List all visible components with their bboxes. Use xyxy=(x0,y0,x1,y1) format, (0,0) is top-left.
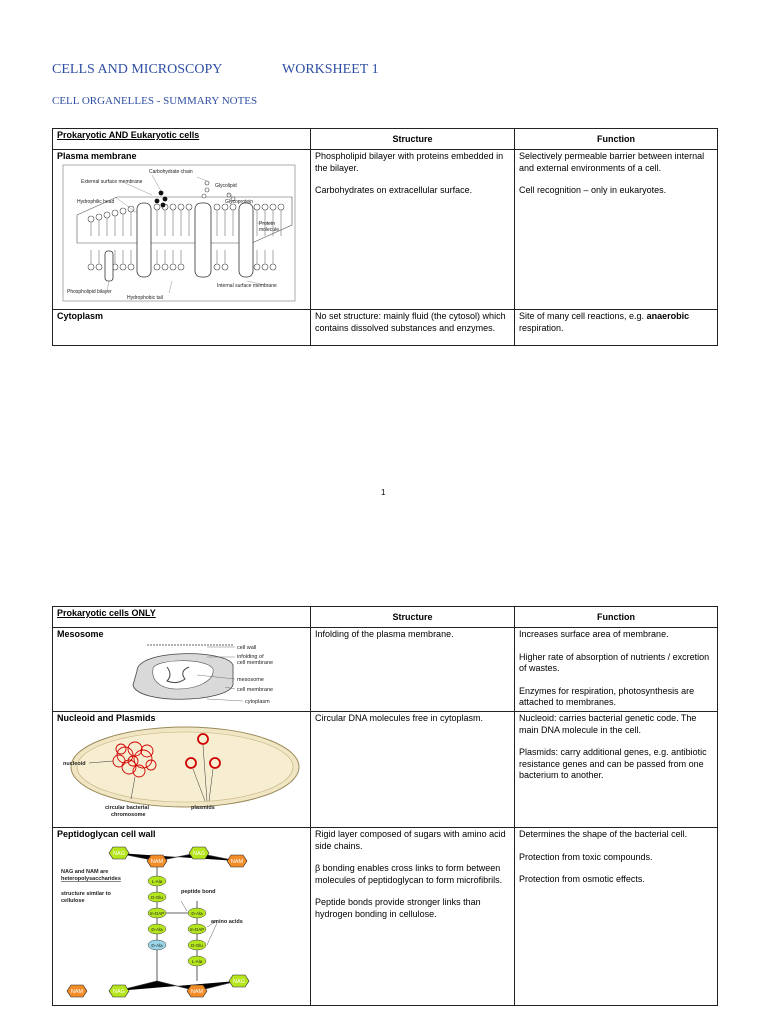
page-title: CELLS AND MICROSCOPY xyxy=(52,62,223,77)
nam-text: NAM xyxy=(150,858,164,865)
structure-cell xyxy=(311,828,515,1006)
function-text: Nucleoid: carries bacterial genetic code. The main DNA molecule in the cell. xyxy=(519,713,697,735)
heteropolysaccharide-note: heteropolysaccharides xyxy=(61,875,121,882)
peptidoglycan-diagram xyxy=(57,841,301,1001)
carbohydrate-chain-label: Carbohydrate chain xyxy=(149,168,193,175)
mesosome-label: mesosome xyxy=(237,676,264,683)
glycolipid-label: Glycolipid xyxy=(215,182,237,189)
molecule-label: molecule xyxy=(259,226,280,233)
function-text: Enzymes for respiration, photosynthesis are attached to membranes. xyxy=(519,685,695,707)
nam-text: NAM xyxy=(190,988,204,995)
structure-text: Peptide bonds provide stronger links than hydrogen bonding in cellulose. xyxy=(315,897,481,919)
cell-wall-label: cell wall xyxy=(237,644,257,651)
structure-text: Rigid layer composed of sugars with amino acid side chains. xyxy=(315,829,506,851)
amino-acids-label: amino acids xyxy=(211,918,243,925)
amino-acid-text: D-Glu xyxy=(151,894,163,900)
nam-text: NAM xyxy=(70,988,84,995)
structure-header: Structure xyxy=(311,607,515,628)
function-cell xyxy=(515,828,718,1006)
structure-text: Circular DNA molecules free in cytoplasm. xyxy=(315,713,484,723)
structure-text: β bonding enables cross links to form between molecules of peptidoglycan to form microfibrils. xyxy=(315,863,503,885)
table-row xyxy=(53,712,718,828)
protein-label: Protein xyxy=(259,220,275,227)
function-text: Increases surface area of membrane. xyxy=(519,629,669,639)
structure-text: Infolding of the plasma membrane. xyxy=(315,629,454,639)
amino-acid-text: L-Ala xyxy=(151,878,163,884)
organelle-name: Peptidoglycan cell wall xyxy=(57,829,156,839)
function-cell xyxy=(515,150,718,310)
nag-text: NAG xyxy=(113,850,125,857)
function-header: Function xyxy=(515,607,718,628)
worksheet-header xyxy=(52,62,379,78)
heteropolysaccharide-note: NAG and NAM are xyxy=(61,868,109,875)
function-text: Site of many cell reactions, e.g. anaerobic respiration. xyxy=(519,311,690,333)
nucleoid-plasmid-diagram xyxy=(57,725,301,823)
function-text: Selectively permeable barrier between internal and external environments of a cell. xyxy=(519,151,705,173)
function-cell xyxy=(515,628,718,712)
organelles-table-prokaryotic xyxy=(52,606,718,1006)
table-row xyxy=(53,310,718,346)
organelle-name: Nucleoid and Plasmids xyxy=(57,713,156,723)
amino-acid-text: m-DAP xyxy=(189,926,205,932)
amino-acid-text: D-Ala xyxy=(151,942,163,948)
infolding-label: cell membrane xyxy=(237,659,274,666)
table-header-row xyxy=(53,129,718,150)
nag-text: NAG xyxy=(193,850,205,857)
function-text: Cell recognition – only in eukaryotes. xyxy=(519,185,667,195)
cellulose-note: structure similar to xyxy=(61,890,111,897)
function-text: Higher rate of absorption of nutrients / excretion of wastes. xyxy=(519,651,710,673)
nucleoid-label: nucleoid xyxy=(63,760,86,767)
structure-text: No set structure: mainly fluid (the cytosol) which contains dissolved substances and enzymes. xyxy=(315,311,506,333)
plasmids-label: plasmids xyxy=(191,804,215,811)
external-surface-label: External surface membrane xyxy=(81,178,143,185)
structure-cell xyxy=(311,628,515,712)
worksheet-number: WORKSHEET 1 xyxy=(282,62,379,77)
nam-text: NAM xyxy=(230,858,244,865)
amino-acid-text: D-Ala xyxy=(151,926,163,932)
amino-acid-text: D-Glu xyxy=(191,942,203,948)
structure-cell xyxy=(311,310,515,346)
circular-chromosome-label: circular bacterial xyxy=(105,804,150,811)
organelle-name: Mesosome xyxy=(57,629,104,639)
amino-acid-text: m-DAP xyxy=(149,910,165,916)
category-header: Prokaryotic cells ONLY xyxy=(53,607,311,628)
function-cell xyxy=(515,310,718,346)
structure-cell xyxy=(311,150,515,310)
table-header-row xyxy=(53,607,718,628)
hydrophilic-head-label: Hydrophilic head xyxy=(77,198,115,205)
category-header: Prokaryotic AND Eukaryotic cells xyxy=(53,129,311,150)
table-row xyxy=(53,150,718,310)
organelles-table-general xyxy=(52,128,718,346)
circular-chromosome-label: chromosome xyxy=(111,811,146,818)
organelle-cell xyxy=(53,310,311,346)
mesosome-diagram xyxy=(57,641,301,707)
structure-cell xyxy=(311,712,515,828)
structure-text: Carbohydrates on extracellular surface. xyxy=(315,185,473,195)
bold-term: anaerobic xyxy=(646,311,690,321)
function-text: Determines the shape of the bacterial cell. xyxy=(519,829,688,839)
phospholipid-bilayer-label: Phospholipid bilayer xyxy=(67,288,112,295)
infolding-label: infolding of xyxy=(237,653,264,660)
function-header: Function xyxy=(515,129,718,150)
nag-text: NAG xyxy=(113,988,125,995)
structure-text: Phospholipid bilayer with proteins embedded in the bilayer. xyxy=(315,151,504,173)
organelle-cell xyxy=(53,150,311,310)
organelle-cell xyxy=(53,628,311,712)
amino-acid-text: D-Ala xyxy=(191,910,203,916)
function-cell xyxy=(515,712,718,828)
cellulose-note: cellulose xyxy=(61,897,85,904)
organelle-cell xyxy=(53,712,311,828)
peptide-bond-label: peptide bond xyxy=(181,888,216,895)
structure-header: Structure xyxy=(311,129,515,150)
function-text: Plasmids: carry additional genes, e.g. antibiotic resistance genes and can be passed from one bacterium to another. xyxy=(519,747,707,780)
hydrophobic-tail-label: Hydrophobic tail xyxy=(127,294,163,301)
cytoplasm-label: cytoplasm xyxy=(245,698,270,705)
plasma-membrane-diagram xyxy=(57,163,301,305)
amino-acid-text: L-Ala xyxy=(191,958,203,964)
page-subtitle: CELL ORGANELLES - SUMMARY NOTES xyxy=(52,95,258,107)
glycoprotein-label: Glycoprotein xyxy=(225,198,254,205)
organelle-name: Cytoplasm xyxy=(57,311,104,321)
internal-surface-label: Internal surface membrane xyxy=(217,282,277,289)
table-row xyxy=(53,628,718,712)
organelle-name: Plasma membrane xyxy=(57,151,137,161)
table-row xyxy=(53,828,718,1006)
function-text: Protection from osmotic effects. xyxy=(519,874,645,884)
organelle-cell xyxy=(53,828,311,1006)
function-text: Protection from toxic compounds. xyxy=(519,851,653,862)
page-number: 1 xyxy=(381,488,386,497)
nag-text: NAG xyxy=(233,978,245,985)
cell-membrane-label: cell membrane xyxy=(237,686,274,693)
